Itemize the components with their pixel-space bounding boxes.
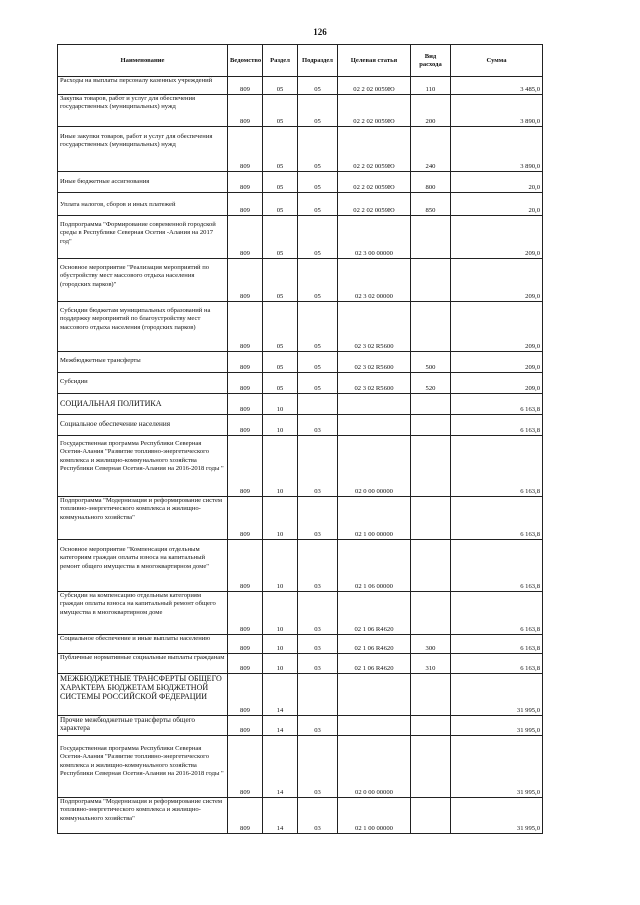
row-amount: 3 890,0 <box>451 95 543 127</box>
row-amount: 3 485,0 <box>451 77 543 95</box>
table-row <box>58 592 543 635</box>
row-subsection: 03 <box>298 497 338 540</box>
row-name: Государственная программа Республики Северная Осетия-Алания "Развитие топливно-энергетического комплекса и жилищно-коммунального хозяйства Республики Северная Осетия-Алания на 2016-2018 годы " <box>58 436 228 497</box>
row-name: Публичные нормативные социальные выплаты гражданам <box>58 654 228 674</box>
table-row <box>58 674 543 716</box>
row-exp-type: 520 <box>411 373 451 394</box>
row-dept: 809 <box>228 352 263 373</box>
row-exp-type: 300 <box>411 635 451 654</box>
table-row <box>58 540 543 592</box>
row-exp-type <box>411 436 451 497</box>
row-amount: 209,0 <box>451 216 543 259</box>
row-subsection: 03 <box>298 716 338 736</box>
row-dept: 809 <box>228 540 263 592</box>
row-amount: 209,0 <box>451 352 543 373</box>
row-exp-type: 200 <box>411 95 451 127</box>
row-dept: 809 <box>228 592 263 635</box>
row-target: 02 3 02 R5600 <box>338 302 411 352</box>
row-amount: 209,0 <box>451 259 543 302</box>
table-row <box>58 635 543 654</box>
row-target <box>338 716 411 736</box>
table-row <box>58 352 543 373</box>
row-dept: 809 <box>228 216 263 259</box>
row-section: 10 <box>263 436 298 497</box>
row-target: 02 3 02 R5600 <box>338 373 411 394</box>
table-row <box>58 798 543 834</box>
row-subsection: 03 <box>298 436 338 497</box>
header-section: Раздел <box>263 45 298 77</box>
row-exp-type <box>411 394 451 415</box>
row-target <box>338 674 411 716</box>
row-subsection: 05 <box>298 259 338 302</box>
row-section: 10 <box>263 592 298 635</box>
row-dept: 809 <box>228 415 263 436</box>
row-exp-type: 500 <box>411 352 451 373</box>
row-dept: 809 <box>228 736 263 798</box>
table-row <box>58 736 543 798</box>
row-subsection: 05 <box>298 77 338 95</box>
row-target: 02 1 00 00000 <box>338 497 411 540</box>
row-name: Расходы на выплаты персоналу казенных учреждений <box>58 77 228 95</box>
row-dept: 809 <box>228 259 263 302</box>
row-section: 05 <box>263 302 298 352</box>
row-subsection: 03 <box>298 798 338 834</box>
table-row <box>58 193 543 216</box>
row-amount: 6 163,8 <box>451 592 543 635</box>
row-amount: 6 163,8 <box>451 497 543 540</box>
row-section: 14 <box>263 674 298 716</box>
row-exp-type: 110 <box>411 77 451 95</box>
row-section: 10 <box>263 497 298 540</box>
row-name: Основное мероприятие "Реализация мероприятий по обустройству мест массового отдыха населения (городских парков)" <box>58 259 228 302</box>
table-header-row <box>58 45 543 77</box>
header-name: Наименование <box>58 45 228 77</box>
row-exp-type <box>411 736 451 798</box>
row-name: Закупка товаров, работ и услуг для обеспечения государственных (муниципальных) нужд <box>58 95 228 127</box>
table-row <box>58 716 543 736</box>
header-subsection: Подраздел <box>298 45 338 77</box>
row-name: СОЦИАЛЬНАЯ ПОЛИТИКА <box>58 394 228 415</box>
row-dept: 809 <box>228 95 263 127</box>
row-name: Субсидии <box>58 373 228 394</box>
row-amount: 6 163,8 <box>451 436 543 497</box>
row-subsection: 05 <box>298 216 338 259</box>
row-exp-type: 310 <box>411 654 451 674</box>
row-section: 05 <box>263 172 298 193</box>
row-name: Иные бюджетные ассигнования <box>58 172 228 193</box>
row-name: Подпрограмма "Формирование современной городской среды в Республике Северная Осетия -Алания на 2017 год" <box>58 216 228 259</box>
row-target: 02 2 02 0059Ю <box>338 77 411 95</box>
table-row <box>58 95 543 127</box>
row-dept: 809 <box>228 654 263 674</box>
row-dept: 809 <box>228 302 263 352</box>
header-dept: Ведомство <box>228 45 263 77</box>
row-dept: 809 <box>228 635 263 654</box>
row-subsection: 05 <box>298 127 338 172</box>
row-amount: 6 163,8 <box>451 415 543 436</box>
row-subsection: 03 <box>298 592 338 635</box>
row-section: 05 <box>263 127 298 172</box>
header-target: Целевая статья <box>338 45 411 77</box>
row-name: Социальное обеспечение и иные выплаты населению <box>58 635 228 654</box>
row-dept: 809 <box>228 373 263 394</box>
row-section: 10 <box>263 394 298 415</box>
row-subsection: 03 <box>298 635 338 654</box>
row-subsection <box>298 674 338 716</box>
page-number: 126 <box>313 27 327 37</box>
row-target: 02 1 06 R4620 <box>338 592 411 635</box>
table-row <box>58 415 543 436</box>
row-subsection <box>298 394 338 415</box>
row-target: 02 3 00 00000 <box>338 216 411 259</box>
row-dept: 809 <box>228 798 263 834</box>
row-amount: 3 890,0 <box>451 127 543 172</box>
row-dept: 809 <box>228 193 263 216</box>
row-name: МЕЖБЮДЖЕТНЫЕ ТРАНСФЕРТЫ ОБЩЕГО ХАРАКТЕРА БЮДЖЕТАМ БЮДЖЕТНОЙ СИСТЕМЫ РОССИЙСКОЙ ФЕДЕРАЦИИ <box>58 674 228 716</box>
row-dept: 809 <box>228 127 263 172</box>
table-row <box>58 127 543 172</box>
row-section: 14 <box>263 798 298 834</box>
row-name: Подпрограмма "Модернизация и реформирование систем топливно-энергетического комплекса и жилищно-коммунального хозяйства" <box>58 798 228 834</box>
row-target: 02 2 02 0059Ю <box>338 127 411 172</box>
row-name: Государственная программа Республики Северная Осетия-Алания "Развитие топливно-энергетического комплекса и жилищно-коммунального хозяйства Республики Северная Осетия-Алания на 2016-2018 годы " <box>58 736 228 798</box>
row-target <box>338 394 411 415</box>
row-exp-type <box>411 216 451 259</box>
table-row <box>58 436 543 497</box>
row-exp-type <box>411 302 451 352</box>
row-dept: 809 <box>228 436 263 497</box>
row-section: 10 <box>263 654 298 674</box>
row-section: 05 <box>263 216 298 259</box>
row-target: 02 1 06 R4620 <box>338 654 411 674</box>
row-section: 05 <box>263 259 298 302</box>
row-exp-type <box>411 592 451 635</box>
row-dept: 809 <box>228 77 263 95</box>
row-name: Уплата налогов, сборов и иных платежей <box>58 193 228 216</box>
row-amount: 31 995,0 <box>451 736 543 798</box>
row-dept: 809 <box>228 674 263 716</box>
row-subsection: 03 <box>298 654 338 674</box>
row-exp-type <box>411 259 451 302</box>
row-exp-type <box>411 798 451 834</box>
row-subsection: 03 <box>298 415 338 436</box>
row-subsection: 05 <box>298 373 338 394</box>
row-target: 02 1 06 R4620 <box>338 635 411 654</box>
row-dept: 809 <box>228 172 263 193</box>
row-name: Межбюджетные трансферты <box>58 352 228 373</box>
table-row <box>58 394 543 415</box>
row-amount: 6 163,8 <box>451 540 543 592</box>
row-target: 02 1 06 00000 <box>338 540 411 592</box>
header-exp-type: Вид расхода <box>411 45 451 77</box>
row-amount: 20,0 <box>451 193 543 216</box>
row-subsection: 05 <box>298 193 338 216</box>
row-exp-type <box>411 540 451 592</box>
row-target: 02 1 00 00000 <box>338 798 411 834</box>
row-section: 14 <box>263 736 298 798</box>
row-section: 05 <box>263 352 298 373</box>
row-name: Подпрограмма "Модернизация и реформирование систем топливно-энергетического комплекса и жилищно-коммунального хозяйства" <box>58 497 228 540</box>
row-section: 05 <box>263 373 298 394</box>
row-dept: 809 <box>228 394 263 415</box>
table-row <box>58 302 543 352</box>
row-amount: 20,0 <box>451 172 543 193</box>
table-row <box>58 373 543 394</box>
row-target: 02 2 02 0059Ю <box>338 172 411 193</box>
row-amount: 31 995,0 <box>451 798 543 834</box>
row-name: Прочие межбюджетные трансферты общего характера <box>58 716 228 736</box>
row-subsection: 05 <box>298 172 338 193</box>
row-subsection: 05 <box>298 95 338 127</box>
row-subsection: 03 <box>298 540 338 592</box>
row-subsection: 05 <box>298 302 338 352</box>
row-exp-type <box>411 716 451 736</box>
row-exp-type: 850 <box>411 193 451 216</box>
row-exp-type <box>411 497 451 540</box>
row-target: 02 3 02 R5600 <box>338 352 411 373</box>
row-section: 05 <box>263 77 298 95</box>
row-exp-type: 800 <box>411 172 451 193</box>
row-name: Основное мероприятие "Компенсация отдельным категориям граждан оплаты взноса на капитальный ремонт общего имущества в многоквартирном доме" <box>58 540 228 592</box>
row-name: Субсидии бюджетам муниципальных образований на поддержку мероприятий по благоустройству мест массового отдыха населения (городских парков) <box>58 302 228 352</box>
row-name: Социальное обеспечение населения <box>58 415 228 436</box>
row-amount: 6 163,8 <box>451 635 543 654</box>
row-exp-type <box>411 674 451 716</box>
row-dept: 809 <box>228 497 263 540</box>
table-row <box>58 172 543 193</box>
budget-table <box>57 44 543 834</box>
row-target: 02 0 00 00000 <box>338 436 411 497</box>
row-target: 02 0 00 00000 <box>338 736 411 798</box>
row-subsection: 03 <box>298 736 338 798</box>
table-row <box>58 654 543 674</box>
row-amount: 31 995,0 <box>451 716 543 736</box>
row-name: Иные закупки товаров, работ и услуг для обеспечения государственных (муниципальных) нужд <box>58 127 228 172</box>
header-amount: Сумма <box>451 45 543 77</box>
row-section: 14 <box>263 716 298 736</box>
row-target: 02 3 02 00000 <box>338 259 411 302</box>
row-target: 02 2 02 0059Ю <box>338 95 411 127</box>
row-section: 05 <box>263 95 298 127</box>
row-section: 10 <box>263 415 298 436</box>
row-exp-type: 240 <box>411 127 451 172</box>
table-row <box>58 77 543 95</box>
row-target: 02 2 02 0059Ю <box>338 193 411 216</box>
row-amount: 6 163,8 <box>451 654 543 674</box>
row-amount: 31 995,0 <box>451 674 543 716</box>
table-row <box>58 259 543 302</box>
table-row <box>58 216 543 259</box>
row-exp-type <box>411 415 451 436</box>
row-amount: 6 163,8 <box>451 394 543 415</box>
row-target <box>338 415 411 436</box>
row-subsection: 05 <box>298 352 338 373</box>
row-section: 10 <box>263 635 298 654</box>
row-dept: 809 <box>228 716 263 736</box>
row-name: Субсидии на компенсацию отдельным категориям граждан оплаты взноса на капитальный ремонт общего имущества в многоквартирном доме <box>58 592 228 635</box>
row-section: 05 <box>263 193 298 216</box>
row-section: 10 <box>263 540 298 592</box>
row-amount: 209,0 <box>451 373 543 394</box>
table-row <box>58 497 543 540</box>
row-amount: 209,0 <box>451 302 543 352</box>
